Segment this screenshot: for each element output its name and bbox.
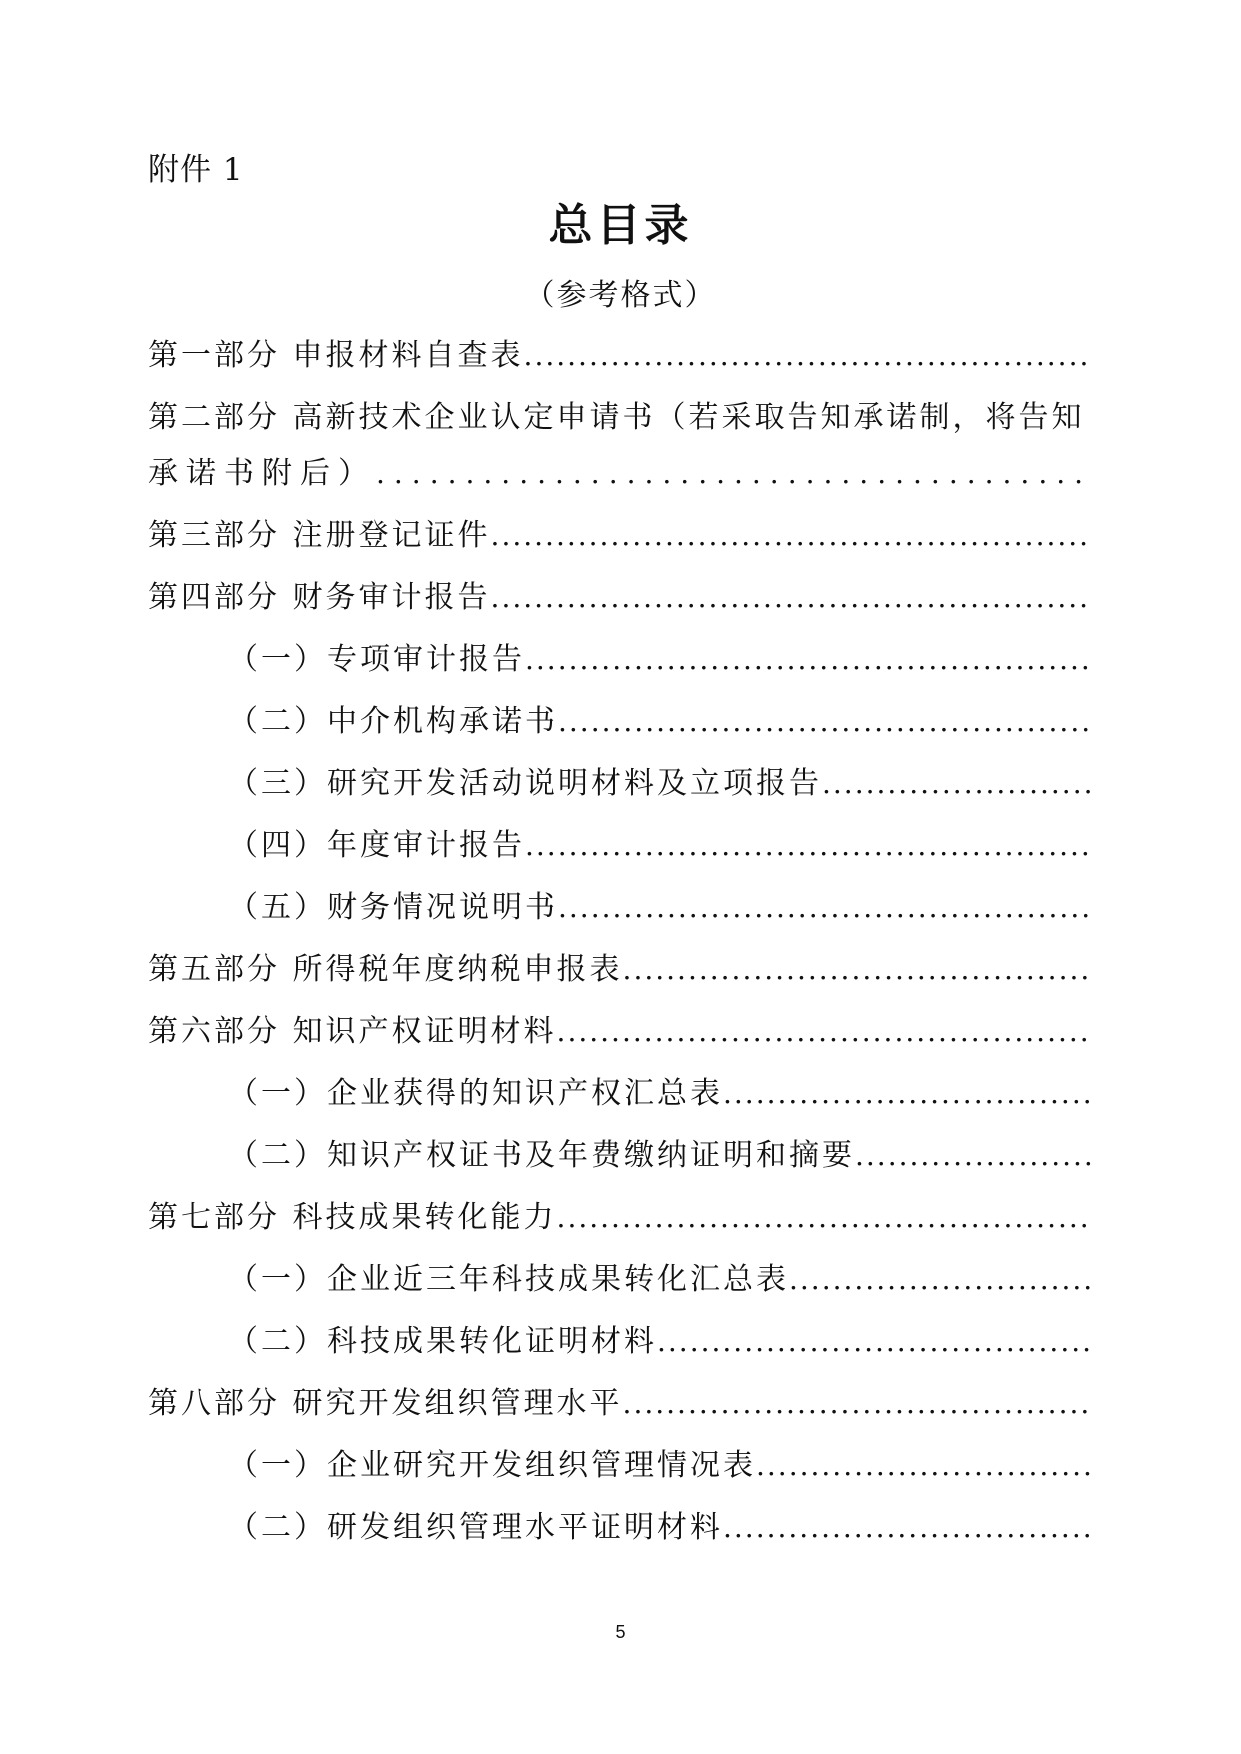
toc-dot-leader [756, 1435, 1092, 1497]
toc-dot-leader [558, 691, 1092, 753]
toc-entry-label: （一）企业获得的知识产权汇总表 [228, 1076, 723, 1111]
toc-entry-label: （四）年度审计报告 [228, 828, 525, 863]
toc-entry-part-4 [148, 567, 1092, 629]
toc-entry-part-7-1 [148, 1249, 1092, 1311]
toc-dot-leader [491, 567, 1092, 629]
toc-entry-label: （一）企业研究开发组织管理情况表 [228, 1448, 756, 1483]
table-of-contents [148, 325, 1092, 1559]
toc-dot-leader [557, 1187, 1092, 1249]
toc-entry-label: （二）科技成果转化证明材料 [228, 1324, 657, 1359]
toc-dot-leader [525, 629, 1092, 691]
page-title: 总目录 [548, 200, 693, 251]
toc-entry-label: 第八部分 研究开发组织管理水平 [148, 1386, 623, 1421]
toc-entry-label: 第六部分 知识产权证明材料 [148, 1014, 557, 1049]
toc-entry-part-4-1 [148, 629, 1092, 691]
toc-dot-leader [855, 1125, 1092, 1187]
toc-entry-label: 第三部分 注册登记证件 [148, 518, 491, 553]
toc-entry-part-4-4 [148, 815, 1092, 877]
attachment-label: 附件 1 [148, 152, 244, 188]
toc-entry-part-4-5 [148, 877, 1092, 939]
toc-entry-label: （二）知识产权证书及年费缴纳证明和摘要 [228, 1138, 855, 1173]
toc-dot-leader [623, 939, 1092, 1001]
toc-entry-part-2 [148, 387, 1092, 505]
toc-entry-part-4-3 [148, 753, 1092, 815]
toc-entry-part-7 [148, 1187, 1092, 1249]
page-number: 5 [615, 1622, 626, 1642]
toc-entry-label: 第五部分 所得税年度纳税申报表 [148, 952, 623, 987]
toc-entry-part-6-2 [148, 1125, 1092, 1187]
toc-entry-label-line1: 第二部分 高新技术企业认定申请书（若采取告知承诺制，将告知 [148, 400, 1085, 435]
toc-entry-part-8-1 [148, 1435, 1092, 1497]
toc-dot-leader [789, 1249, 1092, 1311]
toc-dot-leader [376, 449, 1092, 499]
toc-dot-leader [623, 1373, 1092, 1435]
toc-dot-leader [525, 815, 1092, 877]
toc-entry-label: 第四部分 财务审计报告 [148, 580, 491, 615]
toc-entry-part-3 [148, 505, 1092, 567]
toc-entry-label-line2-row [148, 449, 1092, 505]
toc-entry-label: （二）研发组织管理水平证明材料 [228, 1510, 723, 1545]
toc-entry-part-6 [148, 1001, 1092, 1063]
toc-dot-leader [557, 1001, 1092, 1063]
toc-dot-leader [822, 753, 1092, 815]
toc-entry-part-4-2 [148, 691, 1092, 753]
toc-dot-leader [491, 505, 1092, 567]
toc-entry-label: （二）中介机构承诺书 [228, 704, 558, 739]
toc-entry-label: （五）财务情况说明书 [228, 890, 558, 925]
toc-entry-part-8 [148, 1373, 1092, 1435]
page-subtitle: （参考格式） [524, 278, 717, 313]
toc-entry-part-5 [148, 939, 1092, 1001]
toc-entry-label: 第七部分 科技成果转化能力 [148, 1200, 557, 1235]
toc-dot-leader [657, 1311, 1092, 1373]
toc-dot-leader [723, 1497, 1092, 1559]
toc-entry-label: （一）专项审计报告 [228, 642, 525, 677]
toc-entry-label: （一）企业近三年科技成果转化汇总表 [228, 1262, 789, 1297]
toc-entry-part-6-1 [148, 1063, 1092, 1125]
toc-dot-leader [558, 877, 1092, 939]
toc-entry-part-1 [148, 325, 1092, 387]
toc-dot-leader [524, 325, 1092, 387]
toc-entry-label: （三）研究开发活动说明材料及立项报告 [228, 766, 822, 801]
toc-entry-part-8-2 [148, 1497, 1092, 1559]
toc-entry-label-line2: 承诺书附后） [148, 456, 376, 491]
toc-entry-label: 第一部分 申报材料自查表 [148, 338, 524, 373]
toc-entry-part-7-2 [148, 1311, 1092, 1373]
toc-dot-leader [723, 1063, 1092, 1125]
